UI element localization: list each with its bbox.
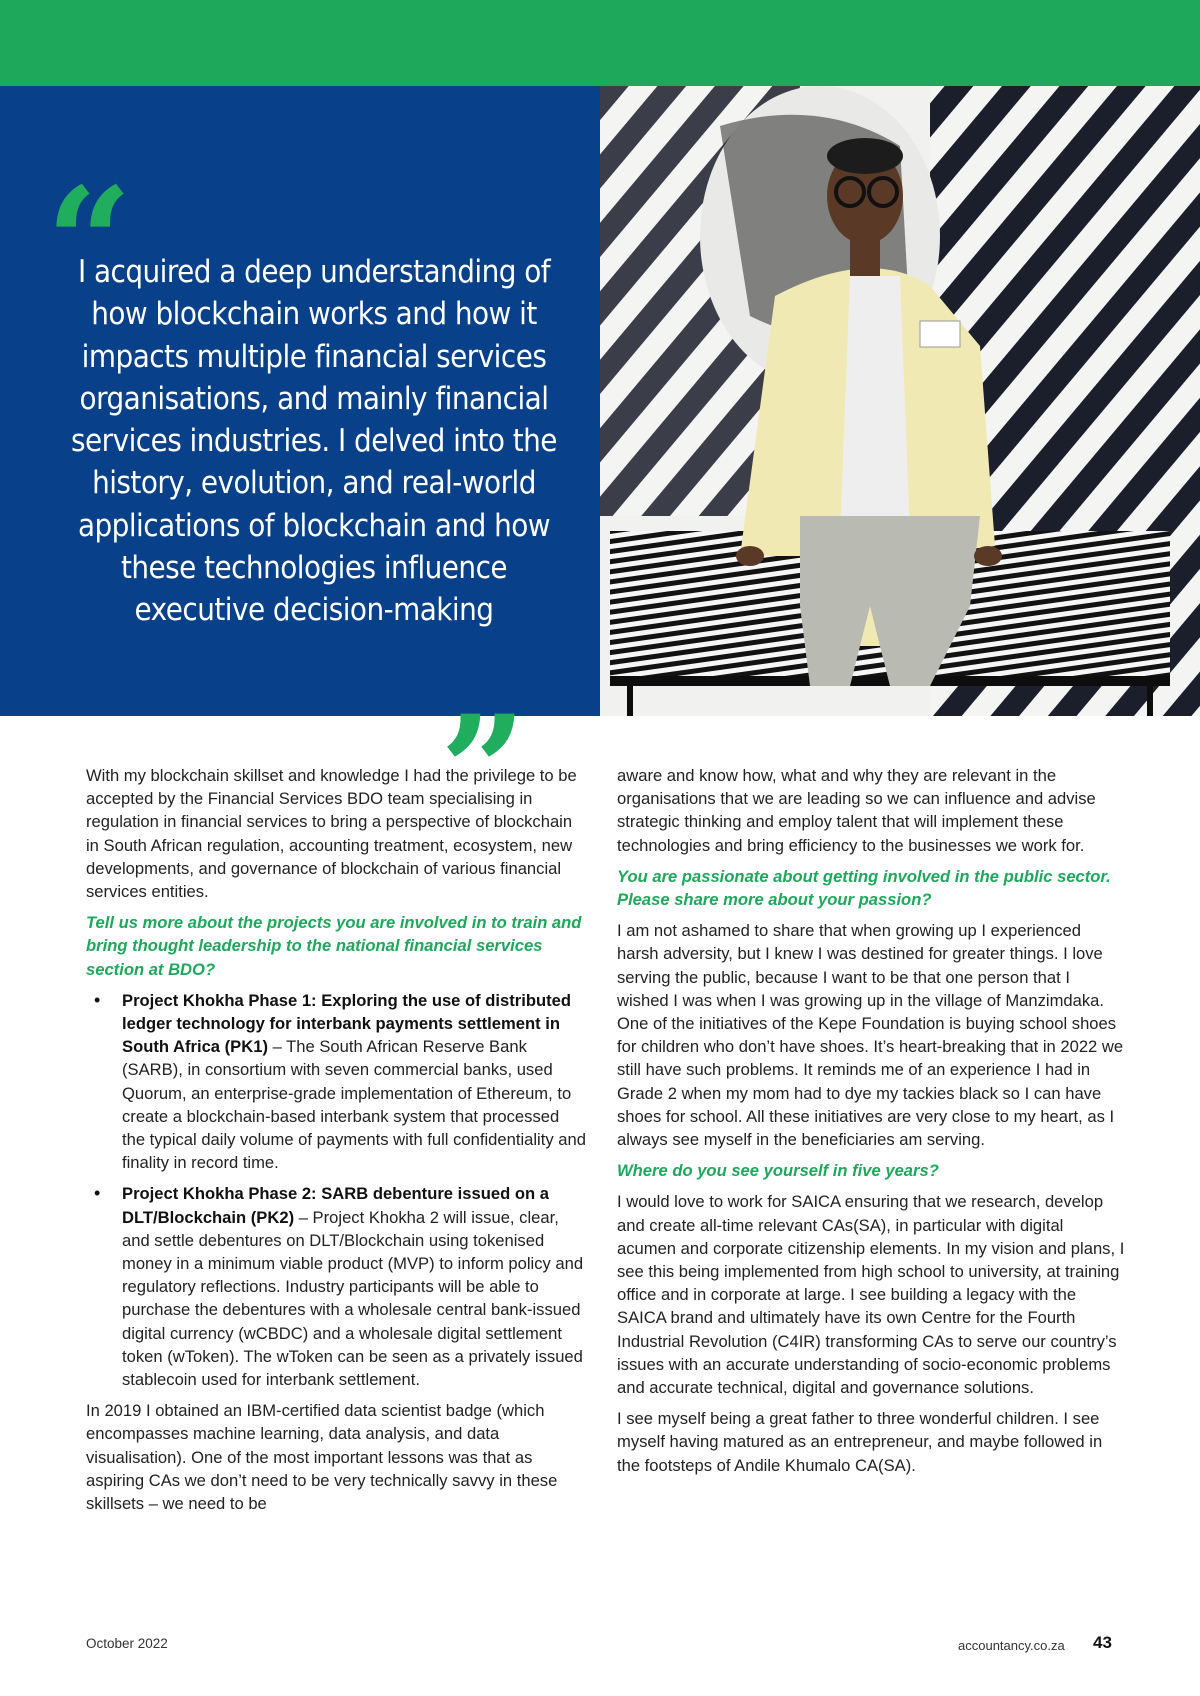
open-quote-icon: “ [46, 155, 121, 331]
portrait-illustration [600, 86, 1200, 716]
list-item [86, 1182, 586, 1391]
project-2-description: – Project Khokha 2 will issue, clear, and settle debentures on DLT/Blockchain using tokenised money in a minimum viable product (MVP) to inform policy and regulatory reflections. Industry participants will be able to purchase the debentures with a wholesale central bank-issued digital currency (wCBDC) and a wholesale digital settlement token (wToken). The wToken can be seen as a privately issued stablecoin used for interbank settlement. [122, 1207, 584, 1390]
continuation-paragraph: aware and know how, what and why they are relevant in the organisations that we are leading so we can influence and advise strategic thinking and employ talent that will implement these technologies and bring efficiency to the businesses we work for. [617, 766, 1096, 855]
public-sector-answer: I am not ashamed to share that when growing up I experienced harsh adversity, but I knew I was destined for greater things. I love serving the public, because I want to be that one person that I wished I was when I was growing up in the village of Manzimdaka. One of the initiatives of the Kepe Foundation is buying school shoes for children who don’t have shoes. It’s heart-breaking that in 2022 we still have such problems. It reminds me of an experience I had in Grade 2 when my mom had to dye my tackies black so I can have shoes for school. All these initiatives are very close to my heart, as I always see myself in the beneficiaries am serving. [617, 921, 1124, 1150]
page-number: 43 [1093, 1633, 1112, 1652]
question-five-years: Where do you see yourself in five years? [617, 1161, 939, 1181]
data-scientist-paragraph: In 2019 I obtained an IBM-certified data scientist badge (which encompasses machine learning, data analysis, and data visualisation). One of the most important lessons was that as aspiring CAs we don’t need to be very technically savvy in these skillsets – we need to be [86, 1401, 558, 1514]
portrait-photo [600, 86, 1200, 716]
five-years-answer: I would love to work for SAICA ensuring that we research, develop and create all-time relevant CAs(SA), in particular with digital acumen and corporate citizenship elements. In my vision and plans, I see this being implemented from high school to university, at training office and in corporate at large. I see building a legacy with the SAICA brand and ultimately have its own Centre for the Fourth Industrial Revolution (C4IR) transforming CAs to serve our country’s issues with an accurate understanding of socio-economic problems and accurate technical, digital and governance solutions. [617, 1192, 1125, 1398]
close-quote-icon: ” [440, 683, 515, 859]
question-projects: Tell us more about the projects you are involved in to train and bring thought leadership to the national financial services section at BDO? [86, 913, 582, 979]
closing-paragraph: I see myself being a great father to three wonderful children. I see myself having matured as an entrepreneur, and maybe followed in the footsteps of Andile Khumalo CA(SA). [617, 1409, 1103, 1475]
project-list [86, 989, 586, 1391]
project-1-description: – The South African Reserve Bank (SARB), in consortium with seven commercial banks, used Quorum, an enterprise-grade implementation of Ethereum, to create a blockchain-based interbank system that processed the typical daily volume of payments with full confidentiality and finality in record time. [122, 1037, 586, 1173]
project-1-title: Project Khokha Phase 1: Exploring the use of distributed ledger technology for interbank payments settlement in South Africa (PK1) [122, 990, 572, 1057]
footer-website: accountancy.co.za [958, 1638, 1065, 1653]
intro-paragraph: With my blockchain skillset and knowledge I had the privilege to be accepted by the Financial Services BDO team specialising in regulation in financial services to bring a perspective of blockchain in South African regulation, accounting treatment, ecosystem, new developments, and governance of blockchain of various financial services entities. [86, 766, 577, 902]
question-public-sector: You are passionate about getting involved in the public sector. Please share more about your passion? [617, 866, 1111, 910]
right-text-column [617, 764, 1125, 1485]
list-item [86, 989, 586, 1175]
top-color-band [0, 0, 1200, 86]
left-text-column [86, 764, 586, 1523]
project-2-title: Project Khokha Phase 2: SARB debenture issued on a DLT/Blockchain (PK2) [122, 1184, 549, 1227]
footer-date: October 2022 [86, 1636, 168, 1651]
pull-quote-text: I acquired a deep understanding of how blockchain works and how it impacts multiple financial services organisations, and mainly financial services industries. I delved into the history, evolution, and real-world applications of blockchain and how these technologies influence executive decision-making [71, 254, 557, 629]
